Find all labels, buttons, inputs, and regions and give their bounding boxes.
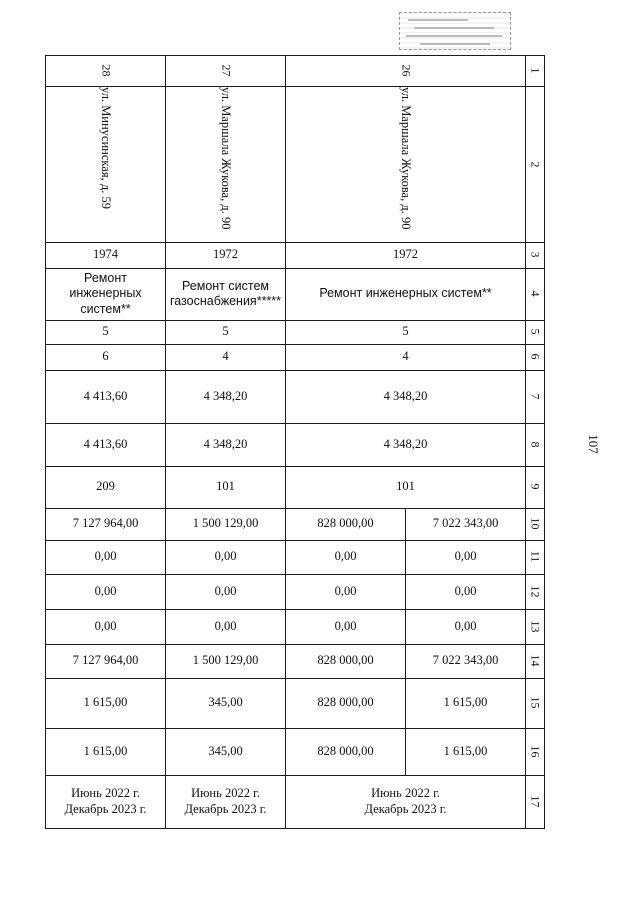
- row-number: 14: [526, 644, 545, 678]
- table-row: [46, 508, 545, 540]
- cell-r7-26: 4 348,20: [286, 370, 526, 423]
- cell-address-28: ул. Минусинская, д. 59: [46, 87, 166, 243]
- cell-r7-28: 4 413,60: [46, 370, 166, 423]
- cell-r10-26b: 7 022 343,00: [406, 508, 526, 540]
- table-row: [46, 344, 545, 370]
- cell-year-27: 1972: [166, 242, 286, 268]
- cell-r16-27: 345,00: [166, 728, 286, 775]
- cell-r11-27: 0,00: [166, 540, 286, 574]
- cell-r10-27: 1 500 129,00: [166, 508, 286, 540]
- row-number: 11: [526, 540, 545, 574]
- cell-r10-28: 7 127 964,00: [46, 508, 166, 540]
- page-number: 107: [585, 434, 601, 454]
- stamp-box: [399, 12, 511, 50]
- table-row: [46, 678, 545, 728]
- table-row: [46, 644, 545, 678]
- cell-r9-27: 101: [166, 466, 286, 508]
- cell-r11-26a: 0,00: [286, 540, 406, 574]
- row-number: 15: [526, 678, 545, 728]
- cell-r17-26-line2: Декабрь 2023 г.: [364, 801, 447, 816]
- row-number: 3: [526, 242, 545, 268]
- cell-num-27: 27: [166, 56, 286, 87]
- cell-work-28: Ремонт инженерных систем**: [46, 268, 166, 320]
- cell-r15-26b: 1 615,00: [406, 678, 526, 728]
- cell-r6-27: 4: [166, 344, 286, 370]
- cell-r14-26b: 7 022 343,00: [406, 644, 526, 678]
- table-row: [46, 574, 545, 609]
- cell-r12-26b: 0,00: [406, 574, 526, 609]
- cell-r17-26-line1: Июнь 2022 г.: [371, 786, 440, 800]
- cell-r6-28: 6: [46, 344, 166, 370]
- cell-r15-27: 345,00: [166, 678, 286, 728]
- document-table: [45, 55, 545, 829]
- cell-r14-27: 1 500 129,00: [166, 644, 286, 678]
- cell-r6-26: 4: [286, 344, 526, 370]
- row-number: 8: [526, 423, 545, 466]
- cell-work-26: Ремонт инженерных систем**: [286, 268, 526, 320]
- cell-r17-27: [166, 775, 286, 828]
- cell-address-26: ул. Маршала Жукова, д. 90: [286, 87, 526, 243]
- table-row: [46, 728, 545, 775]
- cell-r17-27-line2: Декабрь 2023 г.: [184, 801, 267, 816]
- cell-r17-26: [286, 775, 526, 828]
- cell-r5-28: 5: [46, 320, 166, 344]
- cell-r10-26a: 828 000,00: [286, 508, 406, 540]
- table-row: [46, 775, 545, 828]
- row-number: 10: [526, 508, 545, 540]
- cell-r7-27: 4 348,20: [166, 370, 286, 423]
- cell-r12-28: 0,00: [46, 574, 166, 609]
- cell-r8-27: 4 348,20: [166, 423, 286, 466]
- cell-r13-27: 0,00: [166, 609, 286, 644]
- table-row: [46, 466, 545, 508]
- row-number: 6: [526, 344, 545, 370]
- row-number: 13: [526, 609, 545, 644]
- table-row: [46, 320, 545, 344]
- table-row: [46, 268, 545, 320]
- cell-r16-28: 1 615,00: [46, 728, 166, 775]
- row-number: 1: [526, 56, 545, 87]
- row-number: 12: [526, 574, 545, 609]
- cell-r16-26b: 1 615,00: [406, 728, 526, 775]
- table-row: [46, 609, 545, 644]
- row-number: 5: [526, 320, 545, 344]
- cell-r5-26: 5: [286, 320, 526, 344]
- row-number: 7: [526, 370, 545, 423]
- cell-num-28: 28: [46, 56, 166, 87]
- table-row: [46, 87, 545, 243]
- row-number: 16: [526, 728, 545, 775]
- cell-year-28: 1974: [46, 242, 166, 268]
- cell-r12-27: 0,00: [166, 574, 286, 609]
- cell-r9-28: 209: [46, 466, 166, 508]
- table-row: [46, 242, 545, 268]
- table-row: [46, 370, 545, 423]
- table-row: [46, 56, 545, 87]
- cell-r14-26a: 828 000,00: [286, 644, 406, 678]
- row-number: 2: [526, 87, 545, 243]
- row-number: 4: [526, 268, 545, 320]
- cell-r17-28: [46, 775, 166, 828]
- table-row: [46, 423, 545, 466]
- cell-r5-27: 5: [166, 320, 286, 344]
- cell-r14-28: 7 127 964,00: [46, 644, 166, 678]
- cell-r13-28: 0,00: [46, 609, 166, 644]
- cell-address-27: ул. Маршала Жукова, д. 90: [166, 87, 286, 243]
- cell-r17-28-line2: Декабрь 2023 г.: [64, 801, 147, 816]
- cell-r8-28: 4 413,60: [46, 423, 166, 466]
- table-row: [46, 540, 545, 574]
- row-number: 9: [526, 466, 545, 508]
- cell-r11-28: 0,00: [46, 540, 166, 574]
- cell-r9-26: 101: [286, 466, 526, 508]
- cell-r17-27-line1: Июнь 2022 г.: [191, 786, 260, 800]
- cell-r11-26b: 0,00: [406, 540, 526, 574]
- cell-year-26: 1972: [286, 242, 526, 268]
- cell-work-27: Ремонт систем газоснабжения*****: [166, 268, 286, 320]
- cell-r17-28-line1: Июнь 2022 г.: [71, 786, 140, 800]
- cell-r15-28: 1 615,00: [46, 678, 166, 728]
- cell-r8-26: 4 348,20: [286, 423, 526, 466]
- cell-r13-26b: 0,00: [406, 609, 526, 644]
- row-number: 17: [526, 775, 545, 828]
- cell-r13-26a: 0,00: [286, 609, 406, 644]
- cell-r15-26a: 828 000,00: [286, 678, 406, 728]
- cell-r16-26a: 828 000,00: [286, 728, 406, 775]
- cell-r12-26a: 0,00: [286, 574, 406, 609]
- cell-num-26: 26: [286, 56, 526, 87]
